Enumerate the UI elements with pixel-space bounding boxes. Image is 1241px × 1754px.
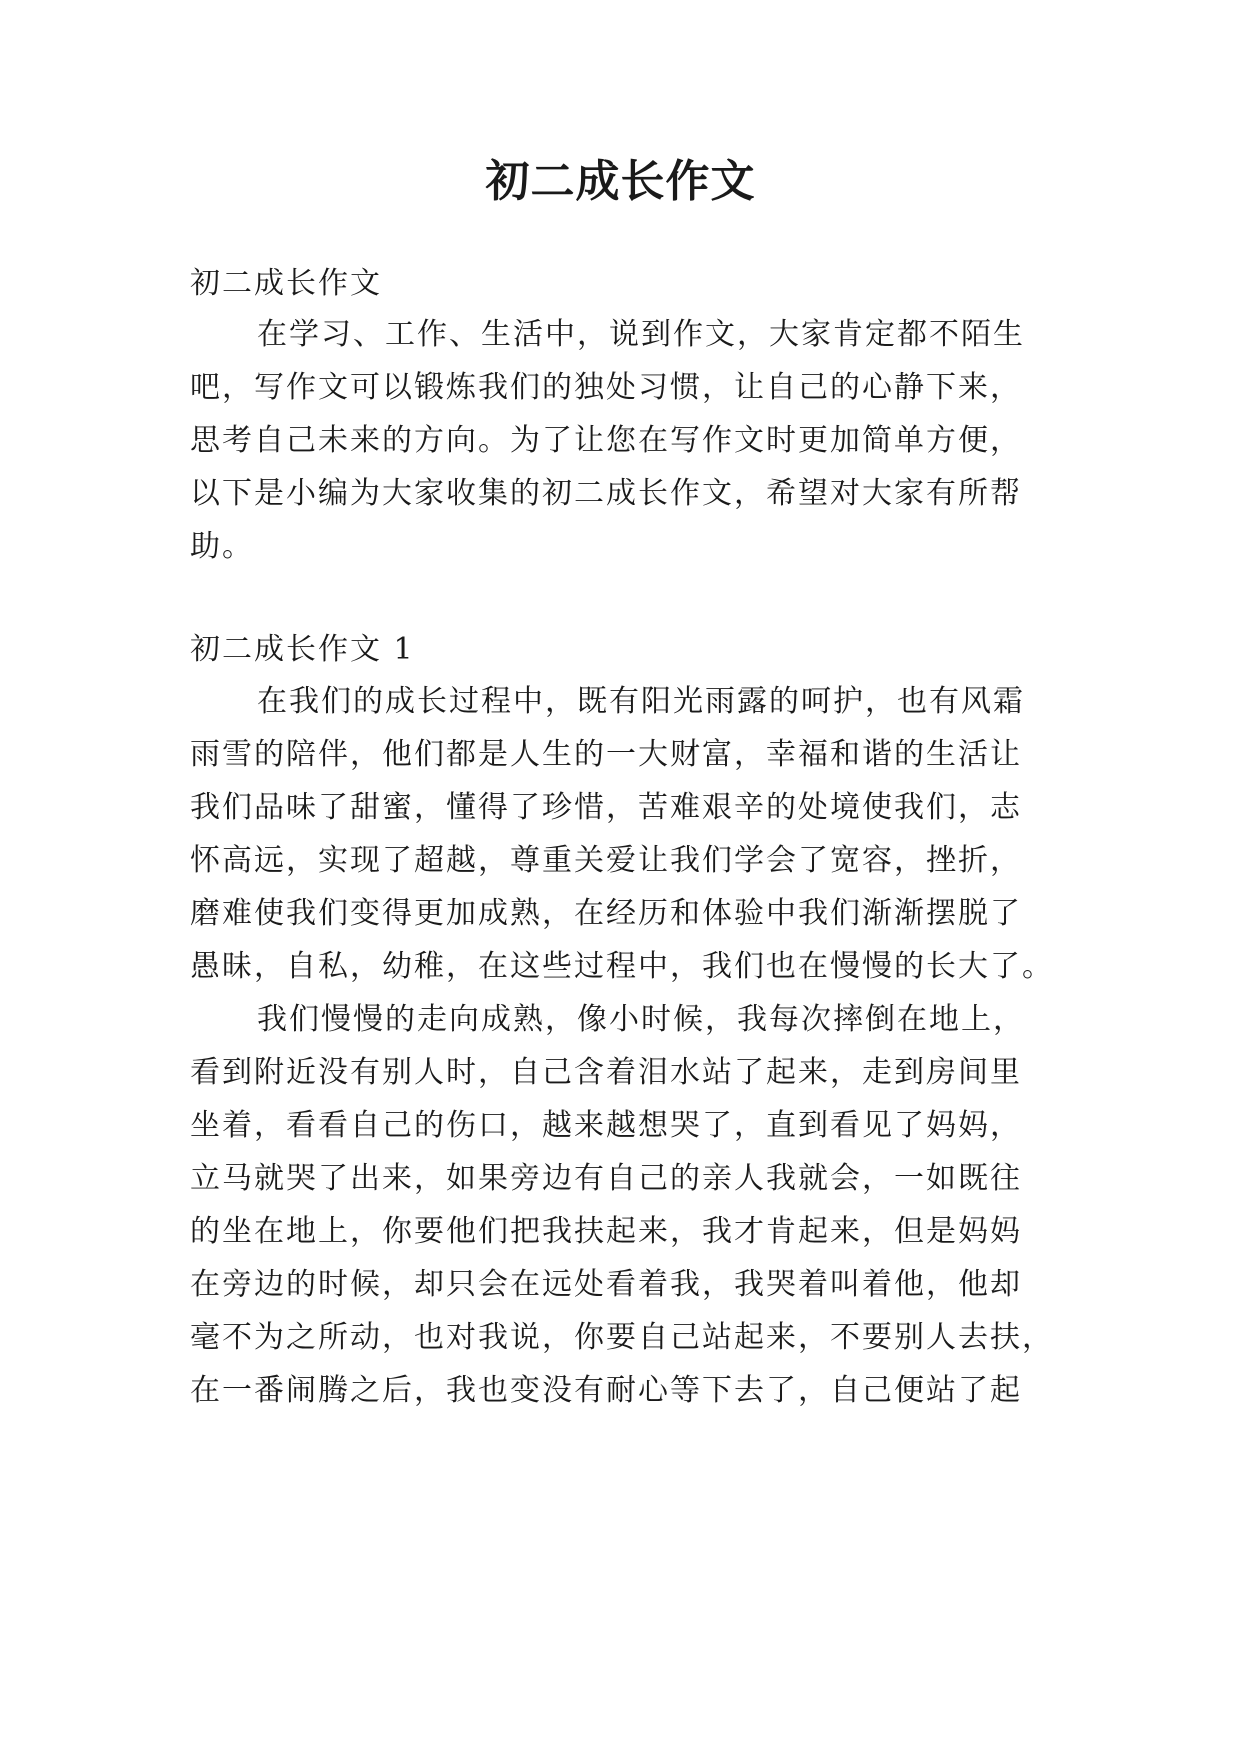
essay-paragraph-line: 在旁边的时候，却只会在远处看着我，我哭着叫着他，他却: [190, 1267, 1022, 1302]
intro-paragraph-line: 在学习、工作、生活中，说到作文，大家肯定都不陌生: [257, 317, 1025, 352]
essay-paragraph-line: 毫不为之所动，也对我说，你要自己站起来，不要别人去扶，: [190, 1320, 1054, 1355]
essay-paragraph-line: 立马就哭了出来，如果旁边有自己的亲人我就会，一如既往: [190, 1161, 1022, 1196]
essay-paragraph-line: 在一番闹腾之后，我也变没有耐心等下去了，自己便站了起: [190, 1373, 1022, 1408]
essay-paragraph-line: 坐着，看看自己的伤口，越来越想哭了，直到看见了妈妈，: [190, 1108, 1022, 1143]
intro-paragraph-line: 思考自己未来的方向。为了让您在写作文时更加简单方便，: [190, 423, 1022, 458]
essay-paragraph-line: 愚昧，自私，幼稚，在这些过程中，我们也在慢慢的长大了。: [190, 949, 1054, 984]
essay-paragraph-line: 在我们的成长过程中，既有阳光雨露的呵护，也有风霜: [257, 684, 1025, 719]
essay-paragraph-line: 看到附近没有别人时，自己含着泪水站了起来，走到房间里: [190, 1055, 1022, 1090]
essay-paragraph-line: 我们品味了甜蜜，懂得了珍惜，苦难艰辛的处境使我们，志: [190, 790, 1022, 825]
essay-paragraph-line: 的坐在地上，你要他们把我扶起来，我才肯起来，但是妈妈: [190, 1214, 1022, 1249]
essay-paragraph-line: 我们慢慢的走向成熟，像小时候，我每次摔倒在地上，: [257, 1002, 1025, 1037]
essay-paragraph-line: 雨雪的陪伴，他们都是人生的一大财富，幸福和谐的生活让: [190, 737, 1022, 772]
intro-paragraph-line: 吧，写作文可以锻炼我们的独处习惯，让自己的心静下来，: [190, 370, 1022, 405]
intro-paragraph-line: 助。: [190, 529, 254, 564]
intro-heading: 初二成长作文: [190, 266, 382, 301]
intro-paragraph-line: 以下是小编为大家收集的初二成长作文，希望对大家有所帮: [190, 476, 1022, 511]
essay-paragraph-line: 怀高远，实现了超越，尊重关爱让我们学会了宽容，挫折，: [190, 843, 1022, 878]
essay-paragraph-line: 磨难使我们变得更加成熟，在经历和体验中我们渐渐摆脱了: [190, 896, 1022, 931]
document-title: 初二成长作文: [485, 156, 756, 207]
essay-1-heading: 初二成长作文 1: [190, 632, 415, 667]
